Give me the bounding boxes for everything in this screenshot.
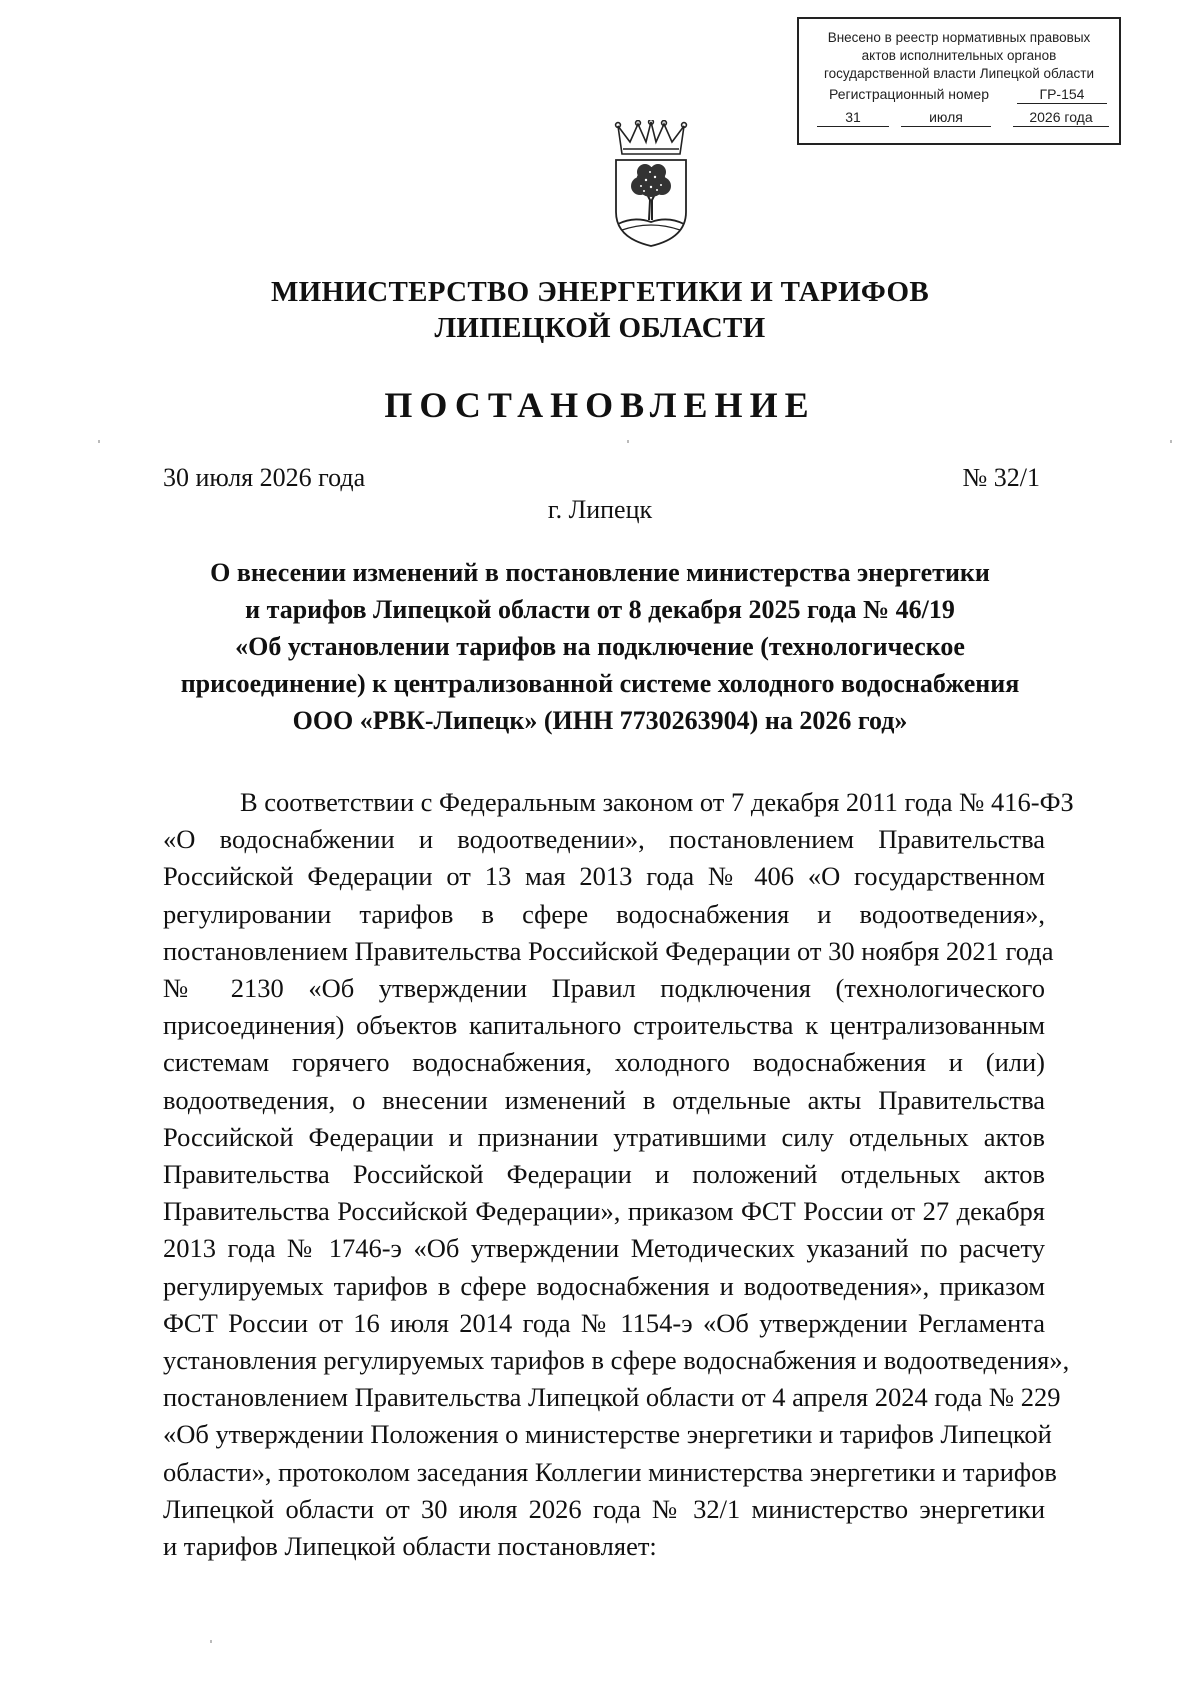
- body-line: постановлением Правительства Российской Федерации от 30 ноября 2021 года: [163, 935, 1054, 966]
- registry-number-label: Регистрационный номер: [829, 86, 989, 102]
- body-line: установления регулируемых тарифов в сфере водоснабжения и водоотведения»,: [163, 1345, 1070, 1376]
- registry-stamp-line: государственной власти Липецкой области: [823, 66, 1095, 81]
- body-line: водоотведения, о внесении изменений в отдельные акты Правительства: [163, 1084, 1045, 1115]
- document-city: г. Липецк: [547, 495, 653, 524]
- body-line: регулируемых тарифов в сфере водоснабжения и водоотведения», приказом: [163, 1270, 1045, 1301]
- body-line: и тарифов Липецкой области постановляет:: [163, 1531, 657, 1562]
- scan-speck: [98, 440, 100, 443]
- scan-speck: [627, 440, 629, 443]
- subject-line: О внесении изменений в постановление министерства энергетики: [210, 558, 990, 587]
- body-line: «О водоснабжении и водоотведении», постановлением Правительства: [163, 824, 1045, 855]
- document-number: № 32/1: [962, 463, 1040, 492]
- registry-stamp-line: Внесено в реестр нормативных правовых: [827, 30, 1091, 45]
- body-line: 2013 года № 1746-э «Об утверждении Методических указаний по расчету: [163, 1233, 1045, 1264]
- body-line: ФСТ России от 16 июля 2014 года № 1154-э «Об утверждении Регламента: [163, 1307, 1045, 1338]
- body-line: Правительства Российской Федерации и положений отдельных актов: [163, 1159, 1045, 1190]
- scan-speck: [1170, 440, 1172, 443]
- scan-speck: [210, 1640, 212, 1643]
- document-subject: [160, 554, 1040, 739]
- body-line: Правительства Российской Федерации», приказом ФСТ России от 27 декабря: [163, 1196, 1045, 1227]
- ministry-name-line-1: МИНИСТЕРСТВО ЭНЕРГЕТИКИ И ТАРИФОВ: [271, 276, 929, 308]
- body-line: Липецкой области от 30 июля 2026 года № 32/1 министерство энергетики: [163, 1493, 1045, 1524]
- lipetsk-coat-of-arms-icon: [610, 120, 692, 248]
- registry-day: 31: [817, 108, 889, 127]
- registry-number: ГР-154: [1017, 85, 1107, 104]
- subject-line: присоединение) к централизованной системе холодного водоснабжения: [180, 669, 1020, 698]
- body-line: регулировании тарифов в сфере водоснабжения и водоотведения»,: [163, 898, 1045, 929]
- body-line: В соответствии с Федеральным законом от 7 декабря 2011 года № 416-ФЗ: [240, 787, 1074, 817]
- body-line: «Об утверждении Положения о министерстве энергетики и тарифов Липецкой: [163, 1419, 1052, 1450]
- body-line: Российской Федерации от 13 мая 2013 года № 406 «О государственном: [163, 861, 1045, 892]
- body-line: постановлением Правительства Липецкой области от 4 апреля 2024 года № 229: [163, 1382, 1061, 1413]
- registry-stamp-text: [799, 29, 1119, 83]
- body-line: системам горячего водоснабжения, холодного водоснабжения и (или): [163, 1047, 1045, 1078]
- subject-line: «Об установлении тарифов на подключение (технологическое: [235, 632, 965, 661]
- subject-line: ООО «РВК-Липецк» (ИНН 7730263904) на 2026 год»: [292, 706, 908, 735]
- body-line: области», протоколом заседания Коллегии министерства энергетики и тарифов: [163, 1456, 1057, 1487]
- document-type-title: ПОСТАНОВЛЕНИЕ: [384, 385, 816, 425]
- body-line: присоединения) объектов капитального строительства к централизованным: [163, 1010, 1045, 1041]
- registry-month: июля: [901, 108, 991, 127]
- registry-stamp-line: актов исполнительных органов: [861, 48, 1057, 63]
- ministry-name-line-2: ЛИПЕЦКОЙ ОБЛАСТИ: [434, 312, 766, 344]
- body-line: Российской Федерации и признании утратившими силу отдельных актов: [163, 1121, 1045, 1152]
- document-date: 30 июля 2026 года: [163, 463, 366, 492]
- body-line: № 2130 «Об утверждении Правил подключения (технологического: [163, 973, 1045, 1004]
- subject-line: и тарифов Липецкой области от 8 декабря 2025 года № 46/19: [245, 595, 955, 624]
- registry-stamp: [797, 17, 1121, 145]
- body-paragraph: [163, 784, 1074, 1565]
- registry-year: 2026 года: [1013, 108, 1109, 127]
